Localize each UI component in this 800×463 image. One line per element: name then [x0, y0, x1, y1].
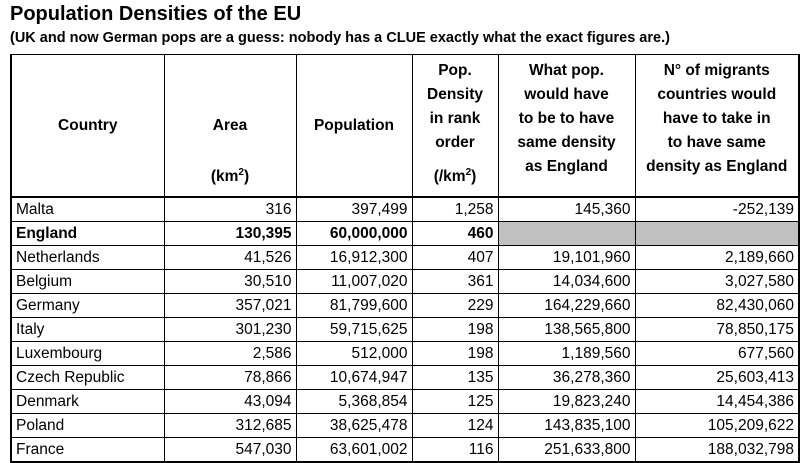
cell-country: England: [11, 221, 164, 245]
cell-migrants: 78,850,175: [635, 317, 799, 341]
population-density-table: [10, 54, 800, 463]
cell-country: Malta: [11, 197, 164, 222]
cell-density: 198: [412, 341, 498, 365]
header-area: Area: [164, 55, 296, 197]
cell-country: Czech Republic: [11, 365, 164, 389]
cell-area: 30,510: [164, 269, 296, 293]
cell-whatpop: 36,278,360: [498, 365, 635, 389]
cell-area: 547,030: [164, 437, 296, 462]
cell-country: France: [11, 437, 164, 462]
table-row: [11, 269, 799, 293]
header-country: Country: [11, 55, 164, 197]
cell-country: Luxembourg: [11, 341, 164, 365]
page-subtitle: (UK and now German pops are a guess: nobody has a CLUE exactly what the exact figures are.): [10, 30, 670, 46]
cell-area: 2,586: [164, 341, 296, 365]
cell-country: Netherlands: [11, 245, 164, 269]
cell-area: 130,395: [164, 221, 296, 245]
cell-population: 512,000: [296, 341, 412, 365]
page-title: Population Densities of the EU: [10, 3, 302, 25]
cell-population: 10,674,947: [296, 365, 412, 389]
table-row: [11, 389, 799, 413]
cell-country: Germany: [11, 293, 164, 317]
cell-whatpop: 19,823,240: [498, 389, 635, 413]
cell-whatpop: 19,101,960: [498, 245, 635, 269]
table-row: [11, 197, 799, 222]
cell-migrants: 25,603,413: [635, 365, 799, 389]
cell-density: 198: [412, 317, 498, 341]
header-migrants: N° of migrants countries would have to take in to have same density as England: [635, 55, 799, 197]
cell-whatpop: 138,565,800: [498, 317, 635, 341]
cell-population: 38,625,478: [296, 413, 412, 437]
cell-density: 124: [412, 413, 498, 437]
cell-population: 11,007,020: [296, 269, 412, 293]
cell-whatpop: 164,229,660: [498, 293, 635, 317]
cell-area: 312,685: [164, 413, 296, 437]
cell-population: 397,499: [296, 197, 412, 222]
cell-population: 63,601,002: [296, 437, 412, 462]
cell-area: 316: [164, 197, 296, 222]
cell-whatpop: 145,360: [498, 197, 635, 222]
cell-migrants: 105,209,622: [635, 413, 799, 437]
table-row: [11, 437, 799, 462]
cell-whatpop: 14,034,600: [498, 269, 635, 293]
header-population: Population: [296, 55, 412, 197]
table-row: [11, 317, 799, 341]
cell-migrants: 82,430,060: [635, 293, 799, 317]
cell-migrants: 14,454,386: [635, 389, 799, 413]
cell-population: 81,799,600: [296, 293, 412, 317]
cell-area: 43,094: [164, 389, 296, 413]
cell-country: Belgium: [11, 269, 164, 293]
area-unit-label: $(km^2)$: [210, 166, 250, 185]
cell-population: 60,000,000: [296, 221, 412, 245]
cell-whatpop: 251,633,800: [498, 437, 635, 462]
cell-density: 116: [412, 437, 498, 462]
cell-migrants: 677,560: [635, 341, 799, 365]
cell-population: 5,368,854: [296, 389, 412, 413]
cell-density: 460: [412, 221, 498, 245]
cell-area: 78,866: [164, 365, 296, 389]
cell-migrants: -252,139: [635, 197, 799, 222]
cell-area: 41,526: [164, 245, 296, 269]
cell-density: 407: [412, 245, 498, 269]
cell-whatpop: 143,835,100: [498, 413, 635, 437]
table-row: [11, 413, 799, 437]
cell-density: 1,258: [412, 197, 498, 222]
cell-area: 301,230: [164, 317, 296, 341]
cell-country: Denmark: [11, 389, 164, 413]
cell-migrants: [635, 221, 799, 245]
density-unit-label: $(/km^2)$: [433, 166, 477, 185]
header-density: Pop. Density in rank order: [412, 55, 498, 197]
table-row: [11, 245, 799, 269]
cell-whatpop: [498, 221, 635, 245]
cell-migrants: 3,027,580: [635, 269, 799, 293]
cell-migrants: 2,189,660: [635, 245, 799, 269]
cell-country: Poland: [11, 413, 164, 437]
table-row: [11, 365, 799, 389]
table-row: [11, 293, 799, 317]
cell-population: 59,715,625: [296, 317, 412, 341]
cell-density: 361: [412, 269, 498, 293]
cell-population: 16,912,300: [296, 245, 412, 269]
cell-area: 357,021: [164, 293, 296, 317]
cell-migrants: 188,032,798: [635, 437, 799, 462]
cell-density: 229: [412, 293, 498, 317]
cell-whatpop: 1,189,560: [498, 341, 635, 365]
header-whatpop: What pop. would have to be to have same density as England: [498, 55, 635, 197]
cell-density: 125: [412, 389, 498, 413]
cell-country: Italy: [11, 317, 164, 341]
cell-density: 135: [412, 365, 498, 389]
table-row: [11, 341, 799, 365]
table-row: [11, 221, 799, 245]
